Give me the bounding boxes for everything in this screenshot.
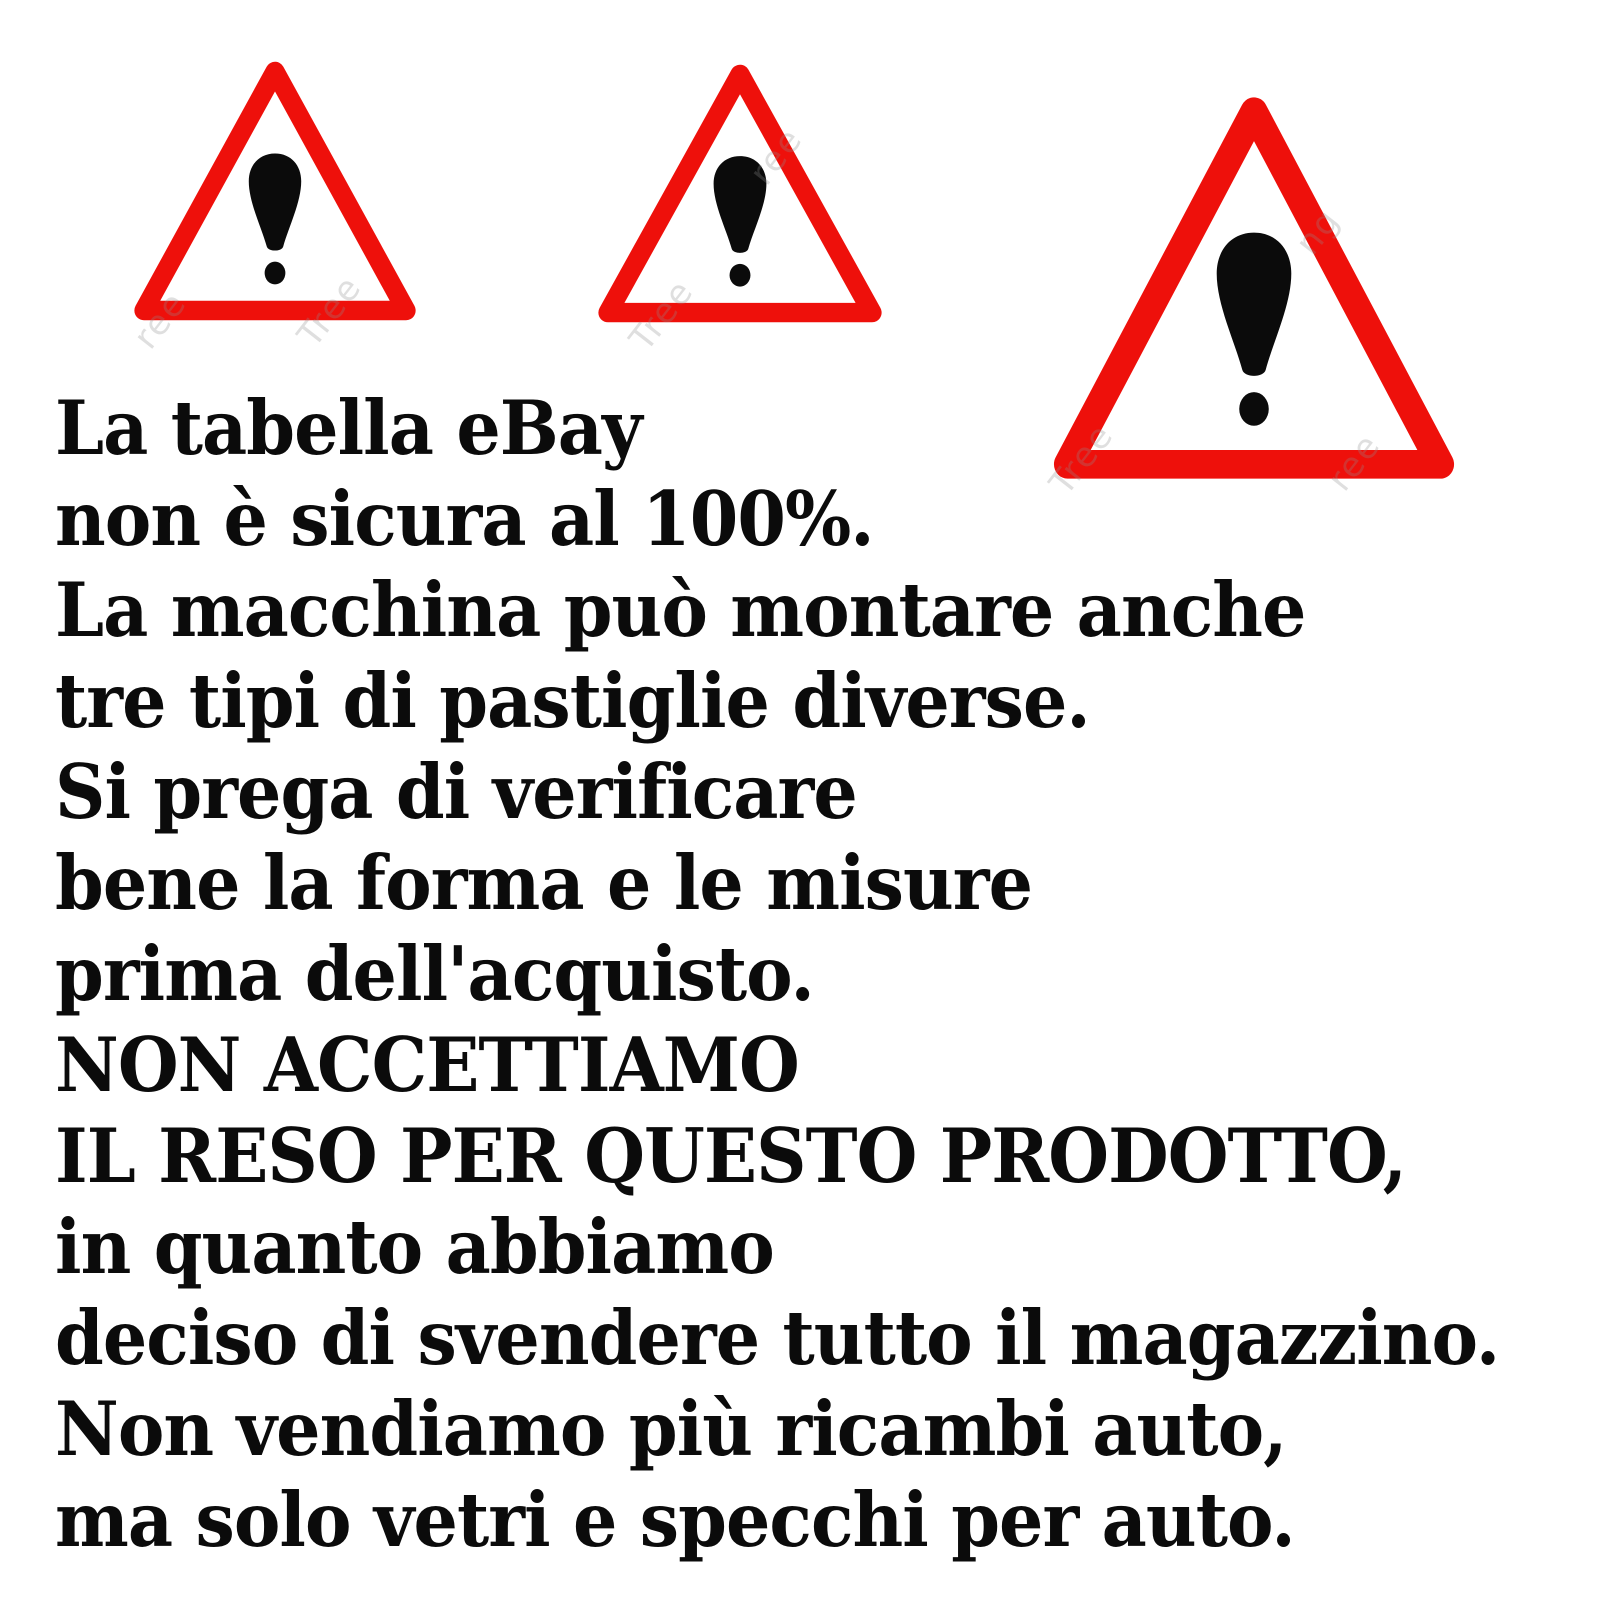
notice-line: Si prega di verificare [55, 748, 857, 836]
watermark-text: ng [1288, 200, 1349, 263]
warning-triangle-icon [597, 55, 883, 332]
watermark-text: ree [126, 283, 196, 357]
notice-line: ma solo vetri e specchi per auto. [55, 1476, 1295, 1564]
notice-line: bene la forma e le misure [55, 839, 1033, 927]
notice-line: La tabella eBay [55, 384, 642, 472]
watermark-text: ree [742, 119, 812, 193]
notice-line: prima dell'acquisto. [55, 930, 814, 1018]
notice-text-block [55, 383, 1499, 1566]
notice-line: in quanto abbiamo [55, 1203, 774, 1291]
notice-line: La macchina può montare anche [55, 566, 1306, 654]
watermark-text: Tree [1042, 415, 1123, 503]
notice-line: non è sicura al 100%. [55, 475, 874, 563]
warning-triangle-icon [133, 52, 417, 330]
notice-line: tre tipi di pastiglie diverse. [55, 657, 1090, 745]
watermark-text: ree [1320, 425, 1390, 499]
notice-line: NON ACCETTIAMO [55, 1021, 799, 1109]
notice-line: deciso di svendere tutto il magazzino. [55, 1294, 1500, 1382]
notice-line: IL RESO PER QUESTO PRODOTTO, [55, 1112, 1407, 1200]
watermark-text: Tree [290, 267, 371, 355]
watermark-text: Tree [622, 271, 703, 359]
notice-line: Non vendiamo più ricambi auto, [55, 1385, 1287, 1473]
